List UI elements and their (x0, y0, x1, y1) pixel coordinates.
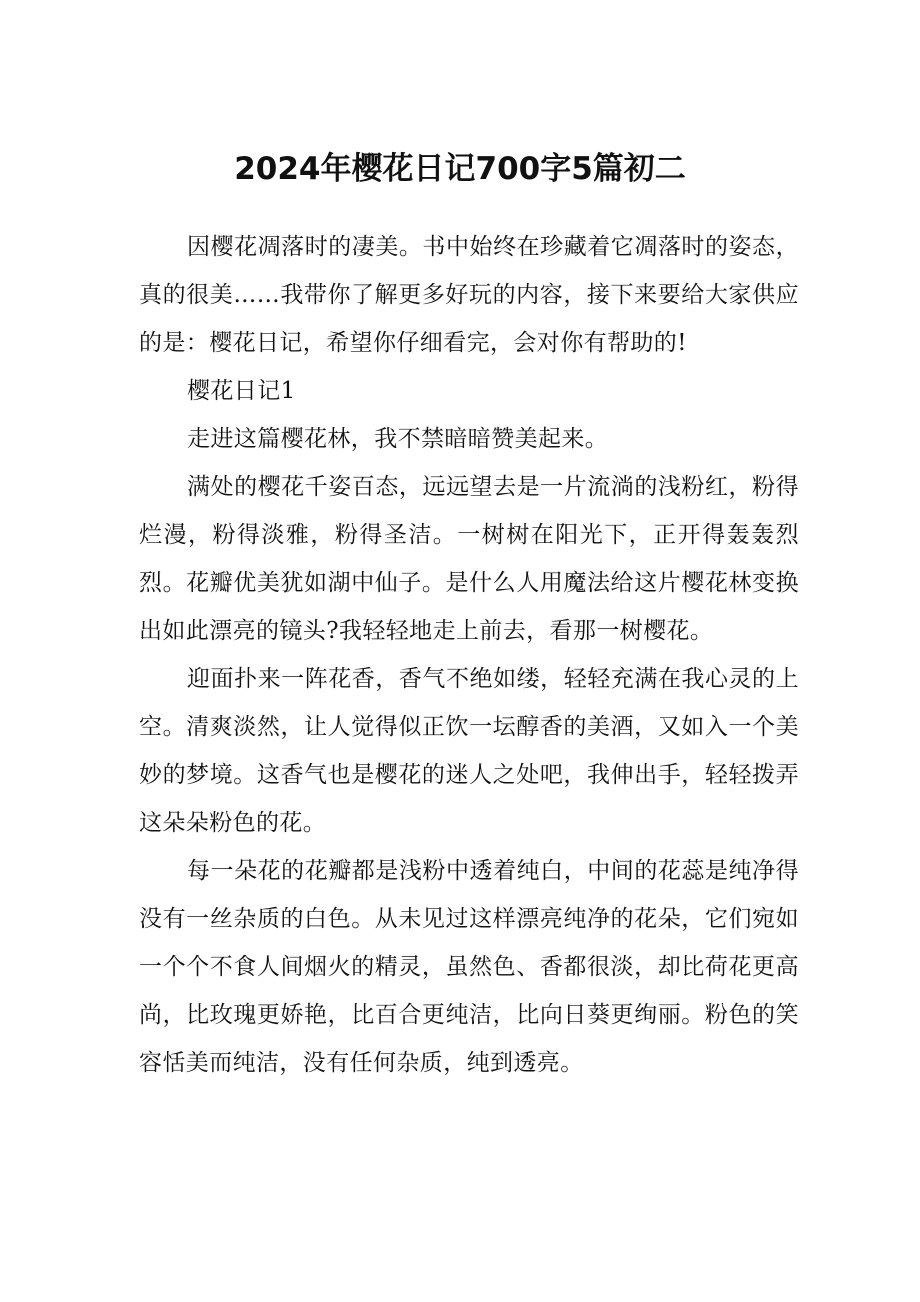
document-title: 2024年樱花日记700字5篇初二 (234, 151, 686, 187)
section-heading: 樱花日记1 (187, 378, 296, 404)
intro-paragraph: 因樱花凋落时的凄美。书中始终在珍藏着它凋落时的姿态，真的很美……我带你了解更多好玩的内容，接下来要给大家供应的是：樱花日记，希望你仔细看完，会对你有帮助的! (139, 234, 799, 356)
body-paragraph: 走进这篇樱花林，我不禁暗暗赞美起来。 (187, 426, 609, 452)
document-body (139, 223, 799, 1087)
body-paragraph: 每一朵花的花瓣都是浅粉中透着纯白，中间的花蕊是纯净得没有一丝杂质的白色。从未见过这样漂亮纯净的花朵，它们宛如一个个不食人间烟火的精灵，虽然色、香都很淡，却比荷花更高尚，比玫瑰更娇艳，比百合更纯洁，比向日葵更绚丽。粉色的笑容恬美而纯洁，没有任何杂质，纯到透亮。 (139, 858, 799, 1076)
body-paragraph: 满处的樱花千姿百态，远远望去是一片流淌的浅粉红，粉得烂漫，粉得淡雅，粉得圣洁。一树树在阳光下，正开得轰轰烈烈。花瓣优美犹如湖中仙子。是什么人用魔法给这片樱花林变换出如此漂亮的镜头?我轻轻地走上前去，看那一树樱花。 (139, 474, 799, 644)
body-paragraph: 迎面扑来一阵花香，香气不绝如缕，轻轻充满在我心灵的上空。清爽淡然，让人觉得似正饮一坛醇香的美酒，又如入一个美妙的梦境。这香气也是樱花的迷人之处吧，我伸出手，轻轻拨弄这朵朵粉色的花。 (139, 666, 799, 836)
